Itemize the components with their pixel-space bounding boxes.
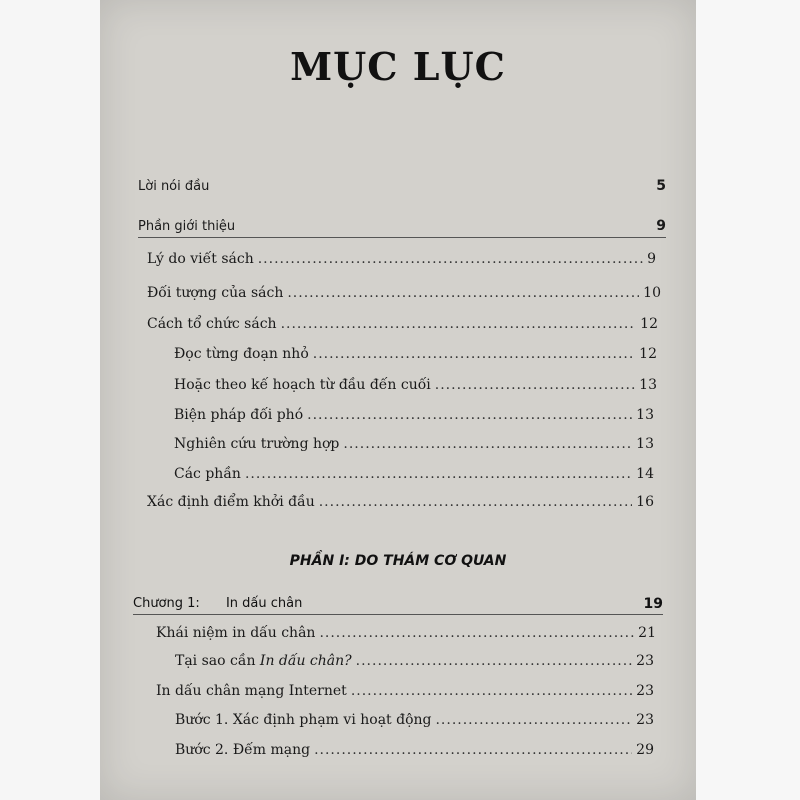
chapter-rule [133, 614, 663, 615]
toc-entry: Cách tổ chức sách ..... 12 [147, 316, 658, 332]
toc-entry: Hoặc theo kế hoạch từ đầu đến cuối ..... 13 [174, 377, 657, 393]
toc-entry: Đọc từng đoạn nhỏ ..... 12 [174, 346, 657, 362]
toc-section [138, 218, 666, 234]
part-title: PHẦN I: DO THÁM CƠ QUAN [289, 553, 507, 569]
toc-intro-page: 5 [656, 178, 666, 194]
section-rule [138, 237, 666, 238]
chapter-label: In dấu chân [225, 596, 303, 611]
toc-entry: Các phần ..... 14 [174, 466, 654, 482]
toc-chapter-entry: In dấu chân mạng Internet ..... 23 [156, 683, 654, 699]
chapter-prefix: Chương 1: [133, 596, 200, 611]
toc-entry: Biện pháp đối phó ..... 13 [174, 407, 654, 423]
toc-entry: Lý do viết sách ..... 9 [147, 251, 656, 267]
book-page [100, 0, 696, 800]
chapter-heading [133, 596, 663, 611]
toc-entry: Đối tượng của sách ..... 10 [147, 285, 661, 301]
toc-chapter-entry: Tại sao cần In dấu chân? ..... 23 [175, 653, 654, 669]
toc-chapter-entry: Khái niệm in dấu chân ..... 21 [156, 625, 656, 641]
toc-section-page: 9 [656, 218, 666, 234]
page-title: MỤC LỤC [290, 44, 506, 89]
toc-intro-label: Lời nói đầu [138, 179, 210, 194]
toc-entry: Xác định điểm khởi đầu ..... 16 [147, 494, 654, 510]
toc-chapter-entry: Bước 1. Xác định phạm vi hoạt động ..... 23 [175, 712, 654, 728]
chapter-page: 19 [643, 596, 663, 612]
toc-entry: Nghiên cứu trường hợp ..... 13 [174, 436, 654, 452]
toc-chapter-entry: Bước 2. Đếm mạng ..... 29 [175, 742, 654, 758]
page-edge [696, 0, 800, 800]
toc-section-label: Phần giới thiệu [138, 219, 236, 234]
toc-intro [138, 178, 666, 194]
